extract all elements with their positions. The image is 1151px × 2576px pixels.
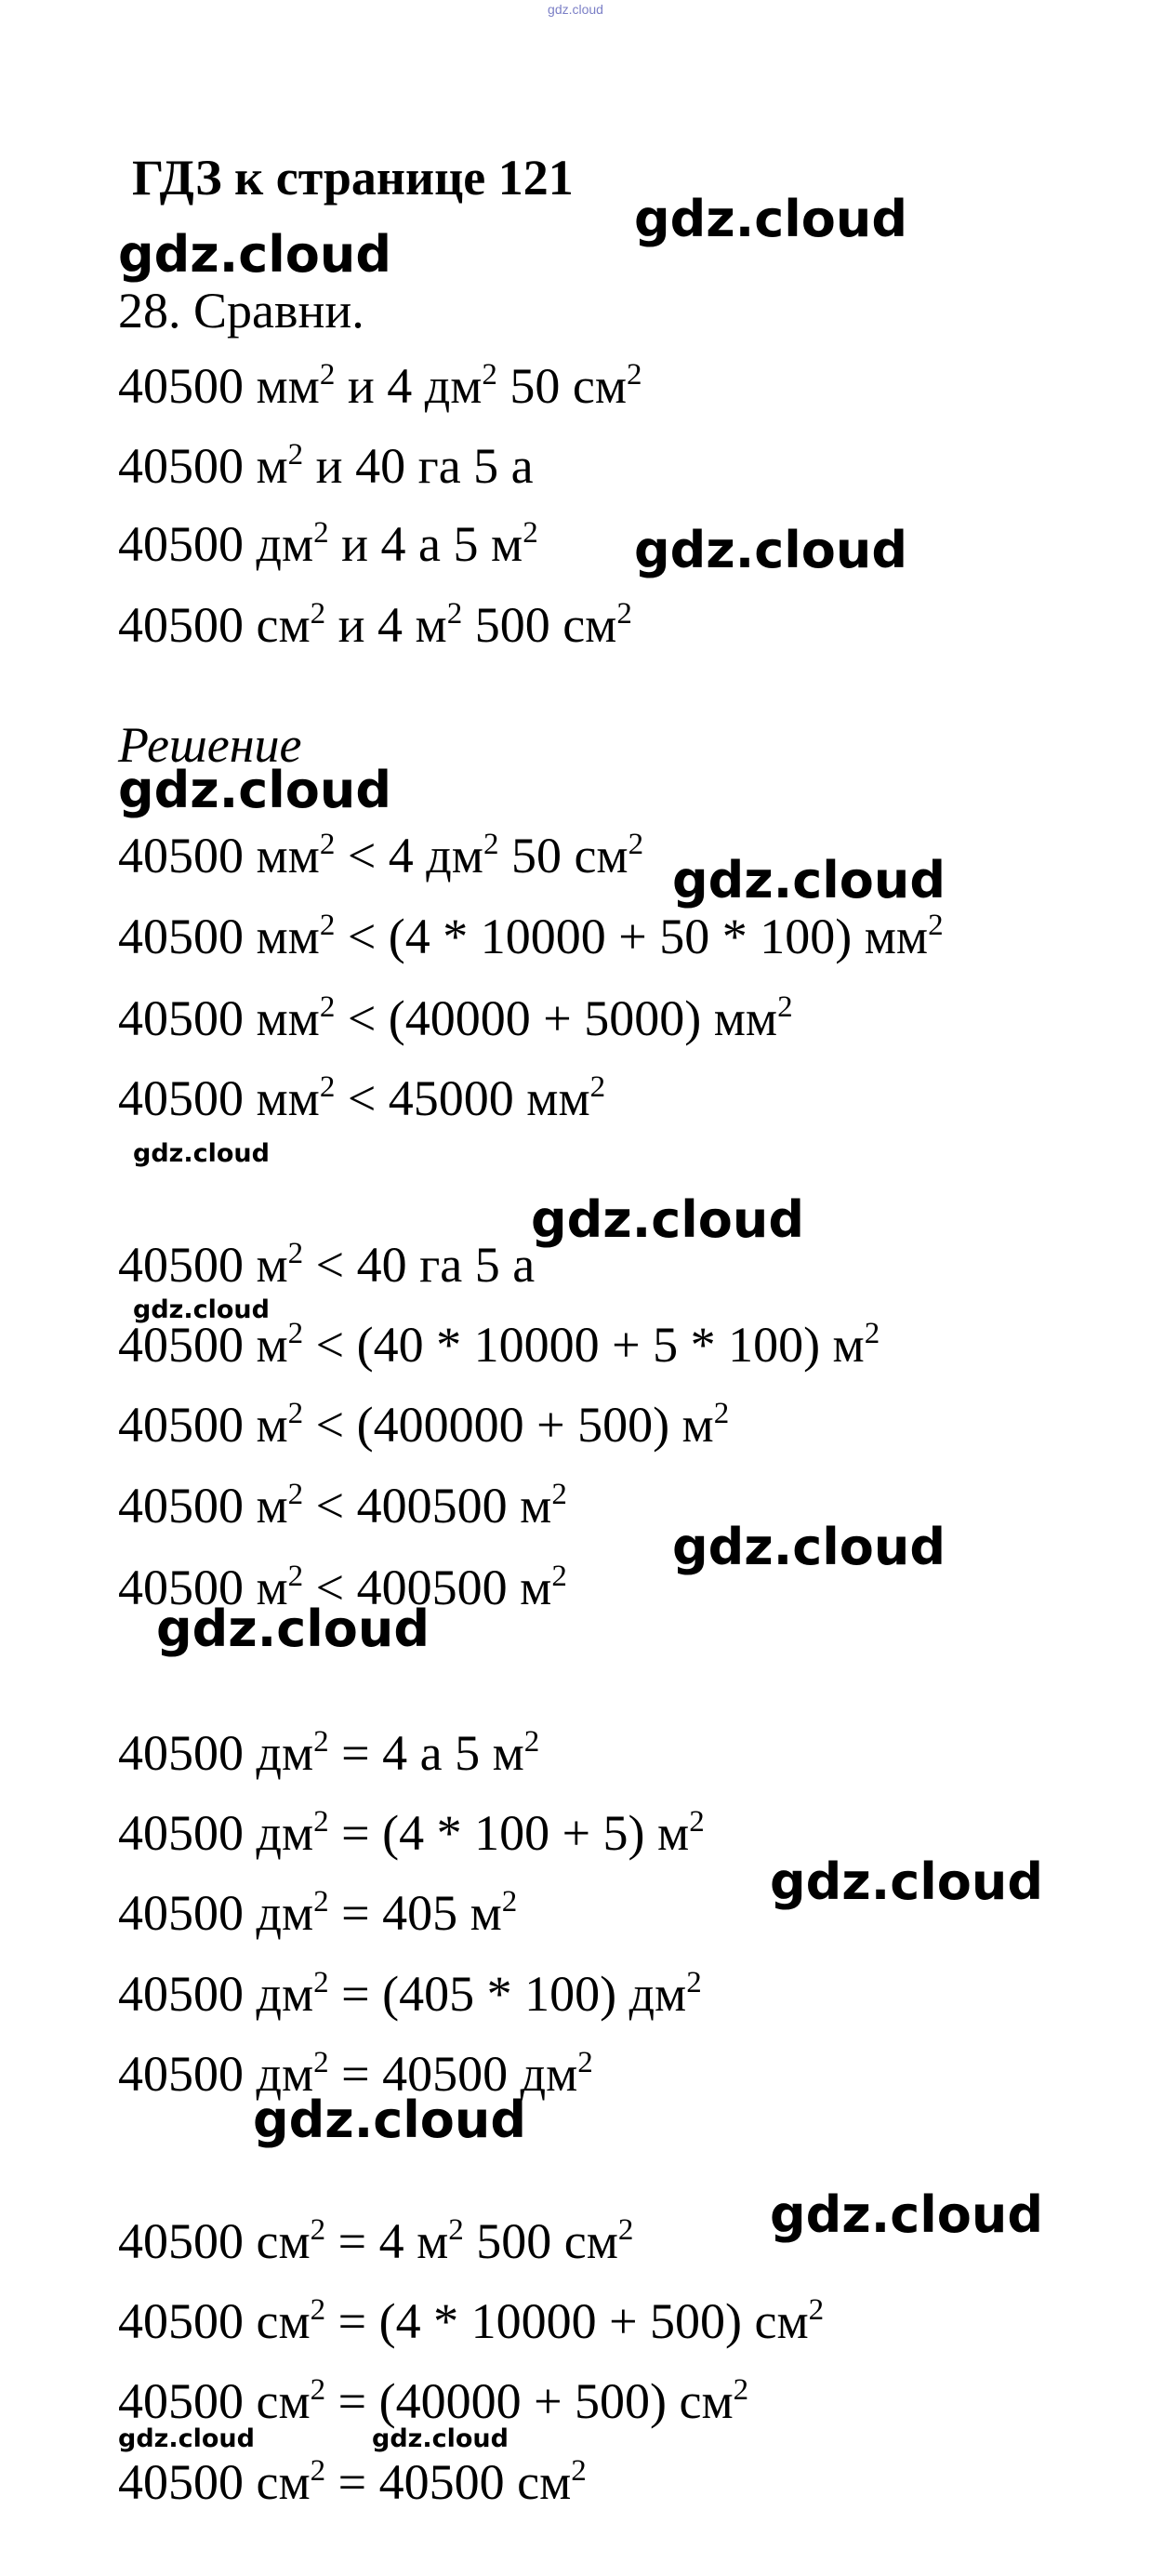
expression-text: < (40000 + 5000) мм — [335, 990, 778, 1046]
expression-text: = 40500 дм — [328, 2046, 578, 2102]
expression-text: и 40 га 5 а — [303, 438, 534, 494]
solution-line — [118, 2454, 587, 2510]
exponent: 2 — [551, 1560, 567, 1594]
expression-text: 40500 мм — [118, 990, 320, 1046]
exponent: 2 — [616, 597, 632, 631]
expression-text: < 40 га 5 а — [303, 1237, 536, 1293]
solution-heading: Решение — [118, 717, 302, 773]
exponent: 2 — [617, 2213, 634, 2248]
expression-text: 50 см — [496, 358, 628, 414]
solution-line — [118, 1885, 518, 1941]
watermark: gdz.cloud — [672, 1518, 946, 1576]
solution-line — [118, 1317, 880, 1373]
expression-text: = 405 м — [328, 1885, 502, 1941]
solution-line — [118, 2213, 634, 2269]
expression-text: 40500 см — [118, 2213, 311, 2269]
expression-text: и 4 а 5 м — [328, 516, 523, 572]
watermark: gdz.cloud — [253, 2091, 526, 2149]
solution-line — [118, 911, 944, 962]
exponent: 2 — [310, 2213, 326, 2248]
exponent: 2 — [319, 990, 336, 1025]
solution-line — [118, 1805, 705, 1861]
exponent: 2 — [310, 2373, 326, 2408]
expression-text: 40500 дм — [118, 1805, 314, 1861]
expression-text: 40500 см — [118, 2373, 311, 2429]
exponent: 2 — [310, 2293, 326, 2328]
exponent: 2 — [310, 2454, 326, 2489]
exponent: 2 — [310, 597, 326, 631]
expression-text: 40500 дм — [118, 1966, 314, 2022]
expression-text: < 45000 мм — [335, 1070, 590, 1126]
expression-text: и 4 м — [325, 597, 447, 653]
exponent: 2 — [448, 2213, 464, 2248]
expression-text: 40500 м — [118, 438, 288, 494]
task-item — [118, 358, 642, 414]
exponent: 2 — [689, 1805, 705, 1839]
task-item — [118, 597, 632, 653]
expression-text: 40500 мм — [118, 358, 320, 414]
page-title: ГДЗ к странице 121 — [132, 150, 574, 206]
expression-text: 40500 см — [118, 2293, 311, 2349]
expression-text: < (40 * 10000 + 5 * 100) м — [303, 1317, 865, 1373]
exponent: 2 — [577, 2046, 593, 2080]
expression-text: 40500 м — [118, 1317, 288, 1373]
solution-line — [118, 2373, 749, 2429]
expression-text: = (40000 + 500) см — [325, 2373, 734, 2429]
solution-line — [118, 1397, 730, 1453]
exponent: 2 — [287, 1317, 304, 1351]
exponent: 2 — [483, 828, 499, 862]
top-watermark: gdz.cloud — [548, 2, 603, 17]
exponent: 2 — [551, 1478, 567, 1512]
solution-line — [118, 1725, 540, 1781]
exponent: 2 — [446, 597, 463, 631]
expression-text: и 4 дм — [335, 358, 483, 414]
expression-text: = 4 м — [325, 2213, 449, 2269]
task-item — [118, 516, 538, 572]
expression-text: < 400500 м — [303, 1478, 552, 1534]
expression-text: 40500 м — [118, 1237, 288, 1293]
solution-line — [118, 830, 643, 881]
expression-text: 40500 мм — [118, 828, 320, 883]
exponent: 2 — [808, 2293, 825, 2328]
watermark: gdz.cloud — [156, 1600, 430, 1658]
exponent: 2 — [686, 1966, 702, 2000]
solution-line — [118, 1070, 606, 1126]
exponent: 2 — [589, 1070, 606, 1105]
watermark: gdz.cloud — [118, 225, 391, 284]
exponent: 2 — [628, 828, 644, 862]
watermark: gdz.cloud — [634, 190, 907, 248]
exponent: 2 — [482, 358, 497, 392]
exponent: 2 — [523, 1725, 540, 1759]
expression-text: = (4 * 100 + 5) м — [328, 1805, 690, 1861]
expression-text: 40500 мм — [118, 1070, 320, 1126]
expression-text: 500 см — [462, 597, 617, 653]
exponent: 2 — [777, 990, 793, 1025]
exponent: 2 — [287, 1478, 304, 1512]
expression-text: < 400500 м — [303, 1560, 552, 1615]
exponent: 2 — [313, 1725, 329, 1759]
exponent: 2 — [501, 1885, 518, 1919]
solution-line — [118, 1966, 702, 2022]
expression-text: 40500 дм — [118, 1885, 314, 1941]
exponent: 2 — [627, 358, 642, 392]
expression-text: 40500 см — [118, 2454, 311, 2510]
expression-text: 500 см — [463, 2213, 618, 2269]
expression-text: < (4 * 10000 + 50 * 100) мм — [335, 909, 929, 964]
expression-text: 40500 мм — [118, 909, 320, 964]
watermark: gdz.cloud — [133, 1295, 270, 1324]
expression-text: 50 см — [498, 828, 628, 883]
task-header — [118, 283, 364, 339]
exponent: 2 — [864, 1317, 880, 1351]
exponent: 2 — [319, 1070, 336, 1105]
watermark: gdz.cloud — [531, 1190, 804, 1249]
exponent: 2 — [313, 1966, 329, 2000]
exponent: 2 — [313, 1885, 329, 1919]
exponent: 2 — [713, 1397, 730, 1431]
expression-text: 40500 м — [118, 1478, 288, 1534]
expression-text: 40500 см — [118, 597, 311, 653]
exponent: 2 — [287, 1397, 304, 1431]
exponent: 2 — [571, 2454, 587, 2489]
exponent: 2 — [319, 358, 336, 392]
task-prompt: Сравни. — [193, 283, 364, 339]
solution-line — [118, 1478, 567, 1534]
exponent: 2 — [287, 438, 304, 472]
watermark: gdz.cloud — [634, 521, 907, 579]
expression-text: = 4 а 5 м — [328, 1725, 524, 1781]
exponent: 2 — [287, 1560, 304, 1594]
solution-line — [118, 2293, 825, 2349]
expression-text: = 40500 см — [325, 2454, 572, 2510]
watermark: gdz.cloud — [372, 2424, 509, 2453]
watermark: gdz.cloud — [770, 1852, 1043, 1911]
expression-text: 40500 дм — [118, 1725, 314, 1781]
expression-text: = (4 * 10000 + 500) см — [325, 2293, 809, 2349]
exponent: 2 — [313, 1805, 329, 1839]
exponent: 2 — [319, 828, 336, 862]
expression-text: < 4 дм — [335, 828, 483, 883]
task-number: 28. — [118, 283, 181, 339]
exponent: 2 — [313, 516, 329, 551]
watermark: gdz.cloud — [770, 2185, 1043, 2244]
expression-text: 40500 м — [118, 1560, 288, 1615]
exponent: 2 — [733, 2373, 749, 2408]
watermark: gdz.cloud — [133, 1139, 270, 1168]
solution-line — [118, 1237, 536, 1293]
expression-text: 40500 м — [118, 1397, 288, 1453]
watermark: gdz.cloud — [672, 851, 946, 910]
watermark: gdz.cloud — [118, 2424, 255, 2453]
expression-text: 40500 дм — [118, 516, 314, 572]
exponent: 2 — [313, 2046, 329, 2080]
expression-text: 40500 дм — [118, 2046, 314, 2102]
watermark: gdz.cloud — [118, 761, 391, 819]
expression-text: = (405 * 100) дм — [328, 1966, 687, 2022]
task-item — [118, 438, 534, 494]
solution-line — [118, 990, 793, 1046]
expression-text: < (400000 + 500) м — [303, 1397, 714, 1453]
exponent: 2 — [287, 1237, 304, 1271]
exponent: 2 — [928, 909, 944, 943]
exponent: 2 — [319, 909, 336, 943]
exponent: 2 — [523, 516, 538, 551]
